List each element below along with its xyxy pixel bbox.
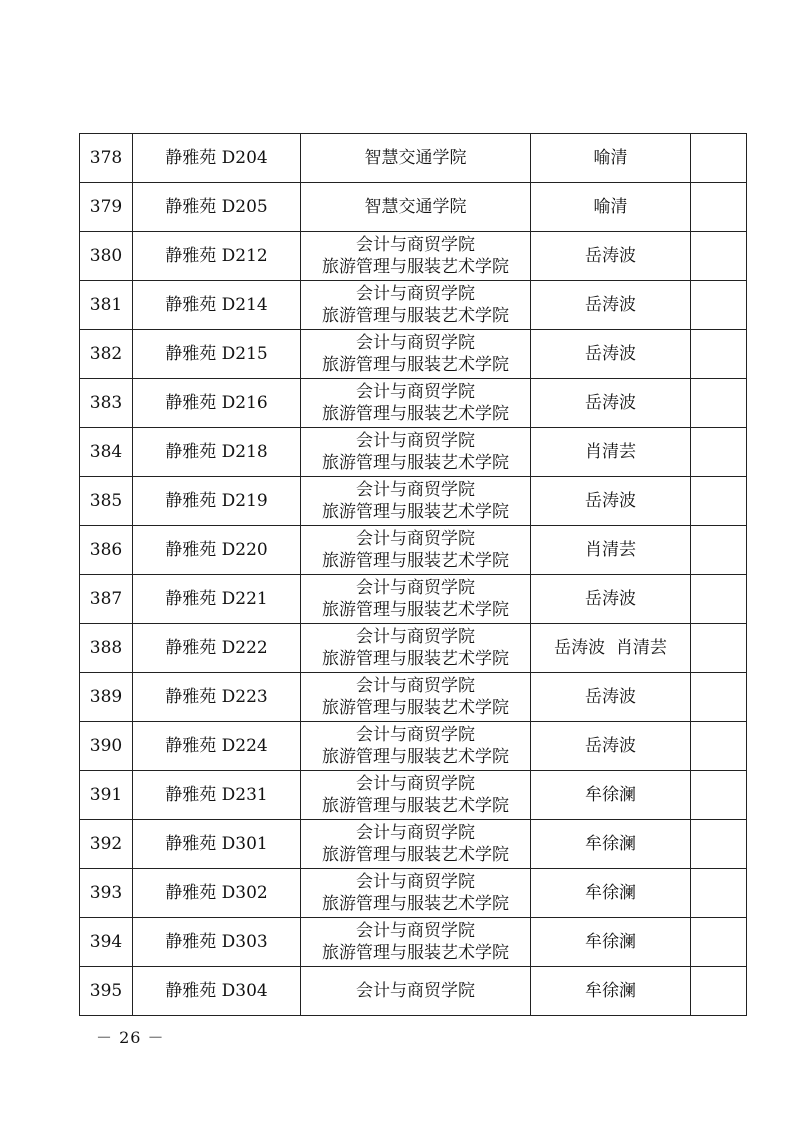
person-cell: 喻清	[531, 183, 691, 232]
row-number: 390	[80, 722, 133, 771]
room-cell: 静雅苑 D303	[133, 918, 301, 967]
room-cell: 静雅苑 D212	[133, 232, 301, 281]
college-cell	[301, 673, 531, 722]
note-cell	[691, 722, 747, 771]
person-cell: 岳涛波	[531, 575, 691, 624]
note-cell	[691, 183, 747, 232]
college-line: 旅游管理与服装艺术学院	[322, 894, 509, 914]
college-line: 旅游管理与服装艺术学院	[322, 943, 509, 963]
college-cell	[301, 918, 531, 967]
person-cell: 牟徐澜	[531, 918, 691, 967]
note-cell	[691, 918, 747, 967]
college-line: 会计与商贸学院	[356, 627, 475, 647]
table-row	[80, 526, 747, 575]
table-row	[80, 624, 747, 673]
row-number: 392	[80, 820, 133, 869]
college-line: 会计与商贸学院	[356, 382, 475, 402]
table-row	[80, 575, 747, 624]
table-row	[80, 477, 747, 526]
person-cell: 岳涛波	[531, 379, 691, 428]
note-cell	[691, 232, 747, 281]
table-row	[80, 820, 747, 869]
college-line: 旅游管理与服装艺术学院	[322, 649, 509, 669]
college-cell	[301, 820, 531, 869]
person-cell: 肖清芸	[531, 526, 691, 575]
room-cell: 静雅苑 D221	[133, 575, 301, 624]
table-row	[80, 183, 747, 232]
table-row	[80, 330, 747, 379]
college-cell	[301, 183, 531, 232]
row-number: 393	[80, 869, 133, 918]
row-number: 381	[80, 281, 133, 330]
college-line: 会计与商贸学院	[356, 235, 475, 255]
person-cell: 牟徐澜	[531, 820, 691, 869]
college-line: 会计与商贸学院	[356, 872, 475, 892]
person-cell: 岳涛波	[531, 330, 691, 379]
person-cell: 岳涛波	[531, 722, 691, 771]
college-line: 会计与商贸学院	[356, 725, 475, 745]
college-line: 会计与商贸学院	[356, 284, 475, 304]
college-line: 会计与商贸学院	[356, 981, 475, 1001]
college-cell	[301, 624, 531, 673]
room-cell: 静雅苑 D222	[133, 624, 301, 673]
college-line: 旅游管理与服装艺术学院	[322, 698, 509, 718]
room-cell: 静雅苑 D215	[133, 330, 301, 379]
table-row	[80, 134, 747, 183]
note-cell	[691, 477, 747, 526]
note-cell	[691, 428, 747, 477]
college-cell	[301, 428, 531, 477]
college-line: 旅游管理与服装艺术学院	[322, 747, 509, 767]
note-cell	[691, 281, 747, 330]
table-row	[80, 722, 747, 771]
row-number: 384	[80, 428, 133, 477]
row-number: 380	[80, 232, 133, 281]
college-line: 旅游管理与服装艺术学院	[322, 404, 509, 424]
room-cell: 静雅苑 D231	[133, 771, 301, 820]
college-line: 旅游管理与服装艺术学院	[322, 796, 509, 816]
person-cell: 岳涛波	[531, 673, 691, 722]
college-line: 旅游管理与服装艺术学院	[322, 355, 509, 375]
college-line: 旅游管理与服装艺术学院	[322, 551, 509, 571]
college-cell	[301, 134, 531, 183]
person-cell: 牟徐澜	[531, 967, 691, 1016]
note-cell	[691, 330, 747, 379]
note-cell	[691, 673, 747, 722]
college-line: 会计与商贸学院	[356, 921, 475, 941]
person-cell: 岳涛波 肖清芸	[531, 624, 691, 673]
table-row	[80, 673, 747, 722]
note-cell	[691, 379, 747, 428]
row-number: 379	[80, 183, 133, 232]
row-number: 385	[80, 477, 133, 526]
person-cell: 岳涛波	[531, 281, 691, 330]
room-cell: 静雅苑 D302	[133, 869, 301, 918]
table-row	[80, 232, 747, 281]
college-line: 会计与商贸学院	[356, 431, 475, 451]
note-cell	[691, 967, 747, 1016]
row-number: 386	[80, 526, 133, 575]
college-line: 会计与商贸学院	[356, 578, 475, 598]
note-cell	[691, 575, 747, 624]
table-row	[80, 967, 747, 1016]
college-cell	[301, 379, 531, 428]
note-cell	[691, 624, 747, 673]
college-cell	[301, 232, 531, 281]
room-cell: 静雅苑 D219	[133, 477, 301, 526]
table-row	[80, 869, 747, 918]
row-number: 382	[80, 330, 133, 379]
college-line: 会计与商贸学院	[356, 676, 475, 696]
note-cell	[691, 869, 747, 918]
person-cell: 岳涛波	[531, 232, 691, 281]
table-row	[80, 428, 747, 477]
person-cell: 肖清芸	[531, 428, 691, 477]
college-cell	[301, 869, 531, 918]
room-cell: 静雅苑 D304	[133, 967, 301, 1016]
room-cell: 静雅苑 D216	[133, 379, 301, 428]
note-cell	[691, 771, 747, 820]
row-number: 394	[80, 918, 133, 967]
college-line: 旅游管理与服装艺术学院	[322, 600, 509, 620]
college-line: 会计与商贸学院	[356, 480, 475, 500]
row-number: 383	[80, 379, 133, 428]
page-number: － 26 －	[96, 1028, 165, 1047]
note-cell	[691, 134, 747, 183]
table-row	[80, 918, 747, 967]
college-line: 智慧交通学院	[364, 197, 467, 217]
college-cell	[301, 281, 531, 330]
college-line: 旅游管理与服装艺术学院	[322, 453, 509, 473]
person-cell: 牟徐澜	[531, 869, 691, 918]
college-cell	[301, 771, 531, 820]
room-cell: 静雅苑 D224	[133, 722, 301, 771]
college-line: 会计与商贸学院	[356, 529, 475, 549]
room-cell: 静雅苑 D205	[133, 183, 301, 232]
assignment-table	[79, 133, 747, 1016]
college-cell	[301, 477, 531, 526]
college-cell	[301, 575, 531, 624]
row-number: 387	[80, 575, 133, 624]
note-cell	[691, 526, 747, 575]
row-number: 378	[80, 134, 133, 183]
person-cell: 岳涛波	[531, 477, 691, 526]
row-number: 395	[80, 967, 133, 1016]
room-cell: 静雅苑 D223	[133, 673, 301, 722]
college-line: 智慧交通学院	[364, 148, 467, 168]
college-line: 会计与商贸学院	[356, 333, 475, 353]
room-cell: 静雅苑 D218	[133, 428, 301, 477]
college-line: 旅游管理与服装艺术学院	[322, 257, 509, 277]
college-cell	[301, 330, 531, 379]
college-line: 会计与商贸学院	[356, 774, 475, 794]
table-row	[80, 771, 747, 820]
row-number: 389	[80, 673, 133, 722]
room-cell: 静雅苑 D214	[133, 281, 301, 330]
row-number: 388	[80, 624, 133, 673]
person-cell: 牟徐澜	[531, 771, 691, 820]
college-line: 旅游管理与服装艺术学院	[322, 502, 509, 522]
college-line: 旅游管理与服装艺术学院	[322, 845, 509, 865]
college-cell	[301, 722, 531, 771]
college-cell	[301, 967, 531, 1016]
note-cell	[691, 820, 747, 869]
table-row	[80, 281, 747, 330]
room-cell: 静雅苑 D301	[133, 820, 301, 869]
assignment-table-body	[80, 134, 747, 1016]
college-cell	[301, 526, 531, 575]
college-line: 旅游管理与服装艺术学院	[322, 306, 509, 326]
row-number: 391	[80, 771, 133, 820]
table-row	[80, 379, 747, 428]
person-cell: 喻清	[531, 134, 691, 183]
room-cell: 静雅苑 D204	[133, 134, 301, 183]
college-line: 会计与商贸学院	[356, 823, 475, 843]
room-cell: 静雅苑 D220	[133, 526, 301, 575]
